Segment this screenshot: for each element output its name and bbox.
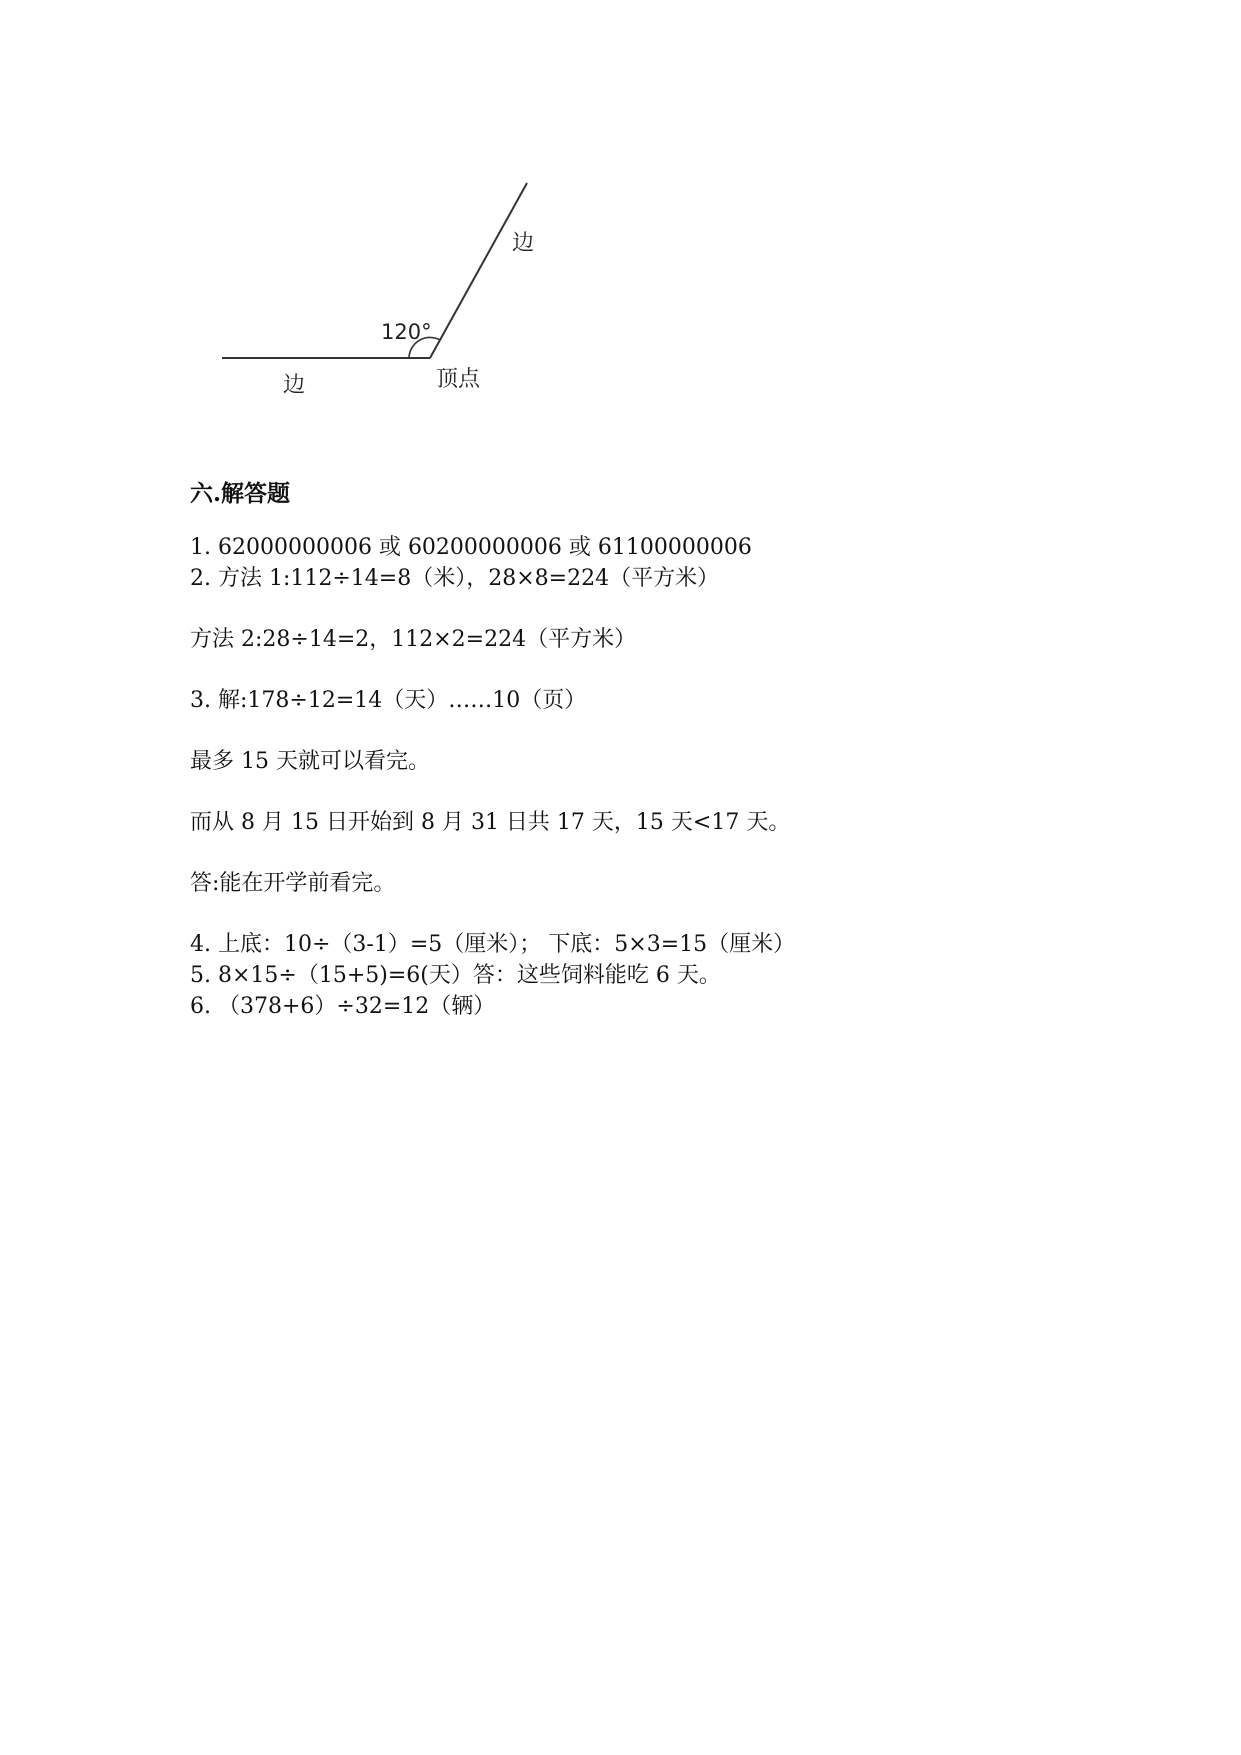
answer-line: 而从 8 月 15 日开始到 8 月 31 日共 17 天，15 天<17 天。: [190, 810, 791, 835]
angle-figure: [0, 0, 1241, 420]
section-title: 六.解答题: [190, 480, 291, 507]
answer-line: 最多 15 天就可以看完。: [190, 749, 430, 774]
answer-line: 答:能在开学前看完。: [190, 871, 396, 896]
answer-line: 6. （378+6）÷32=12（辆）: [190, 994, 496, 1019]
answer-line: 2. 方法 1:112÷14=8（米），28×8=224（平方米）: [190, 566, 720, 591]
angle-diagram: [0, 0, 1241, 420]
answer-line: 方法 2:28÷14=2，112×2=224（平方米）: [190, 627, 637, 652]
slanted-edge: [430, 183, 527, 358]
vertex-label: 顶点: [436, 367, 481, 392]
answer-line: 3. 解:178÷12=14（天）……10（页）: [190, 688, 587, 713]
edge-label-bottom: 边: [283, 373, 306, 398]
edge-label-top: 边: [512, 231, 535, 256]
angle-label: 120°: [381, 320, 432, 344]
answer-line: 1. 62000000006 或 60200000006 或 61100000006: [190, 535, 752, 560]
answer-line: 5. 8×15÷（15+5)=6(天）答：这些饲料能吃 6 天。: [190, 963, 721, 988]
answer-line: 4. 上底：10÷（3-1）=5（厘米）； 下底：5×3=15（厘米）: [190, 932, 796, 957]
